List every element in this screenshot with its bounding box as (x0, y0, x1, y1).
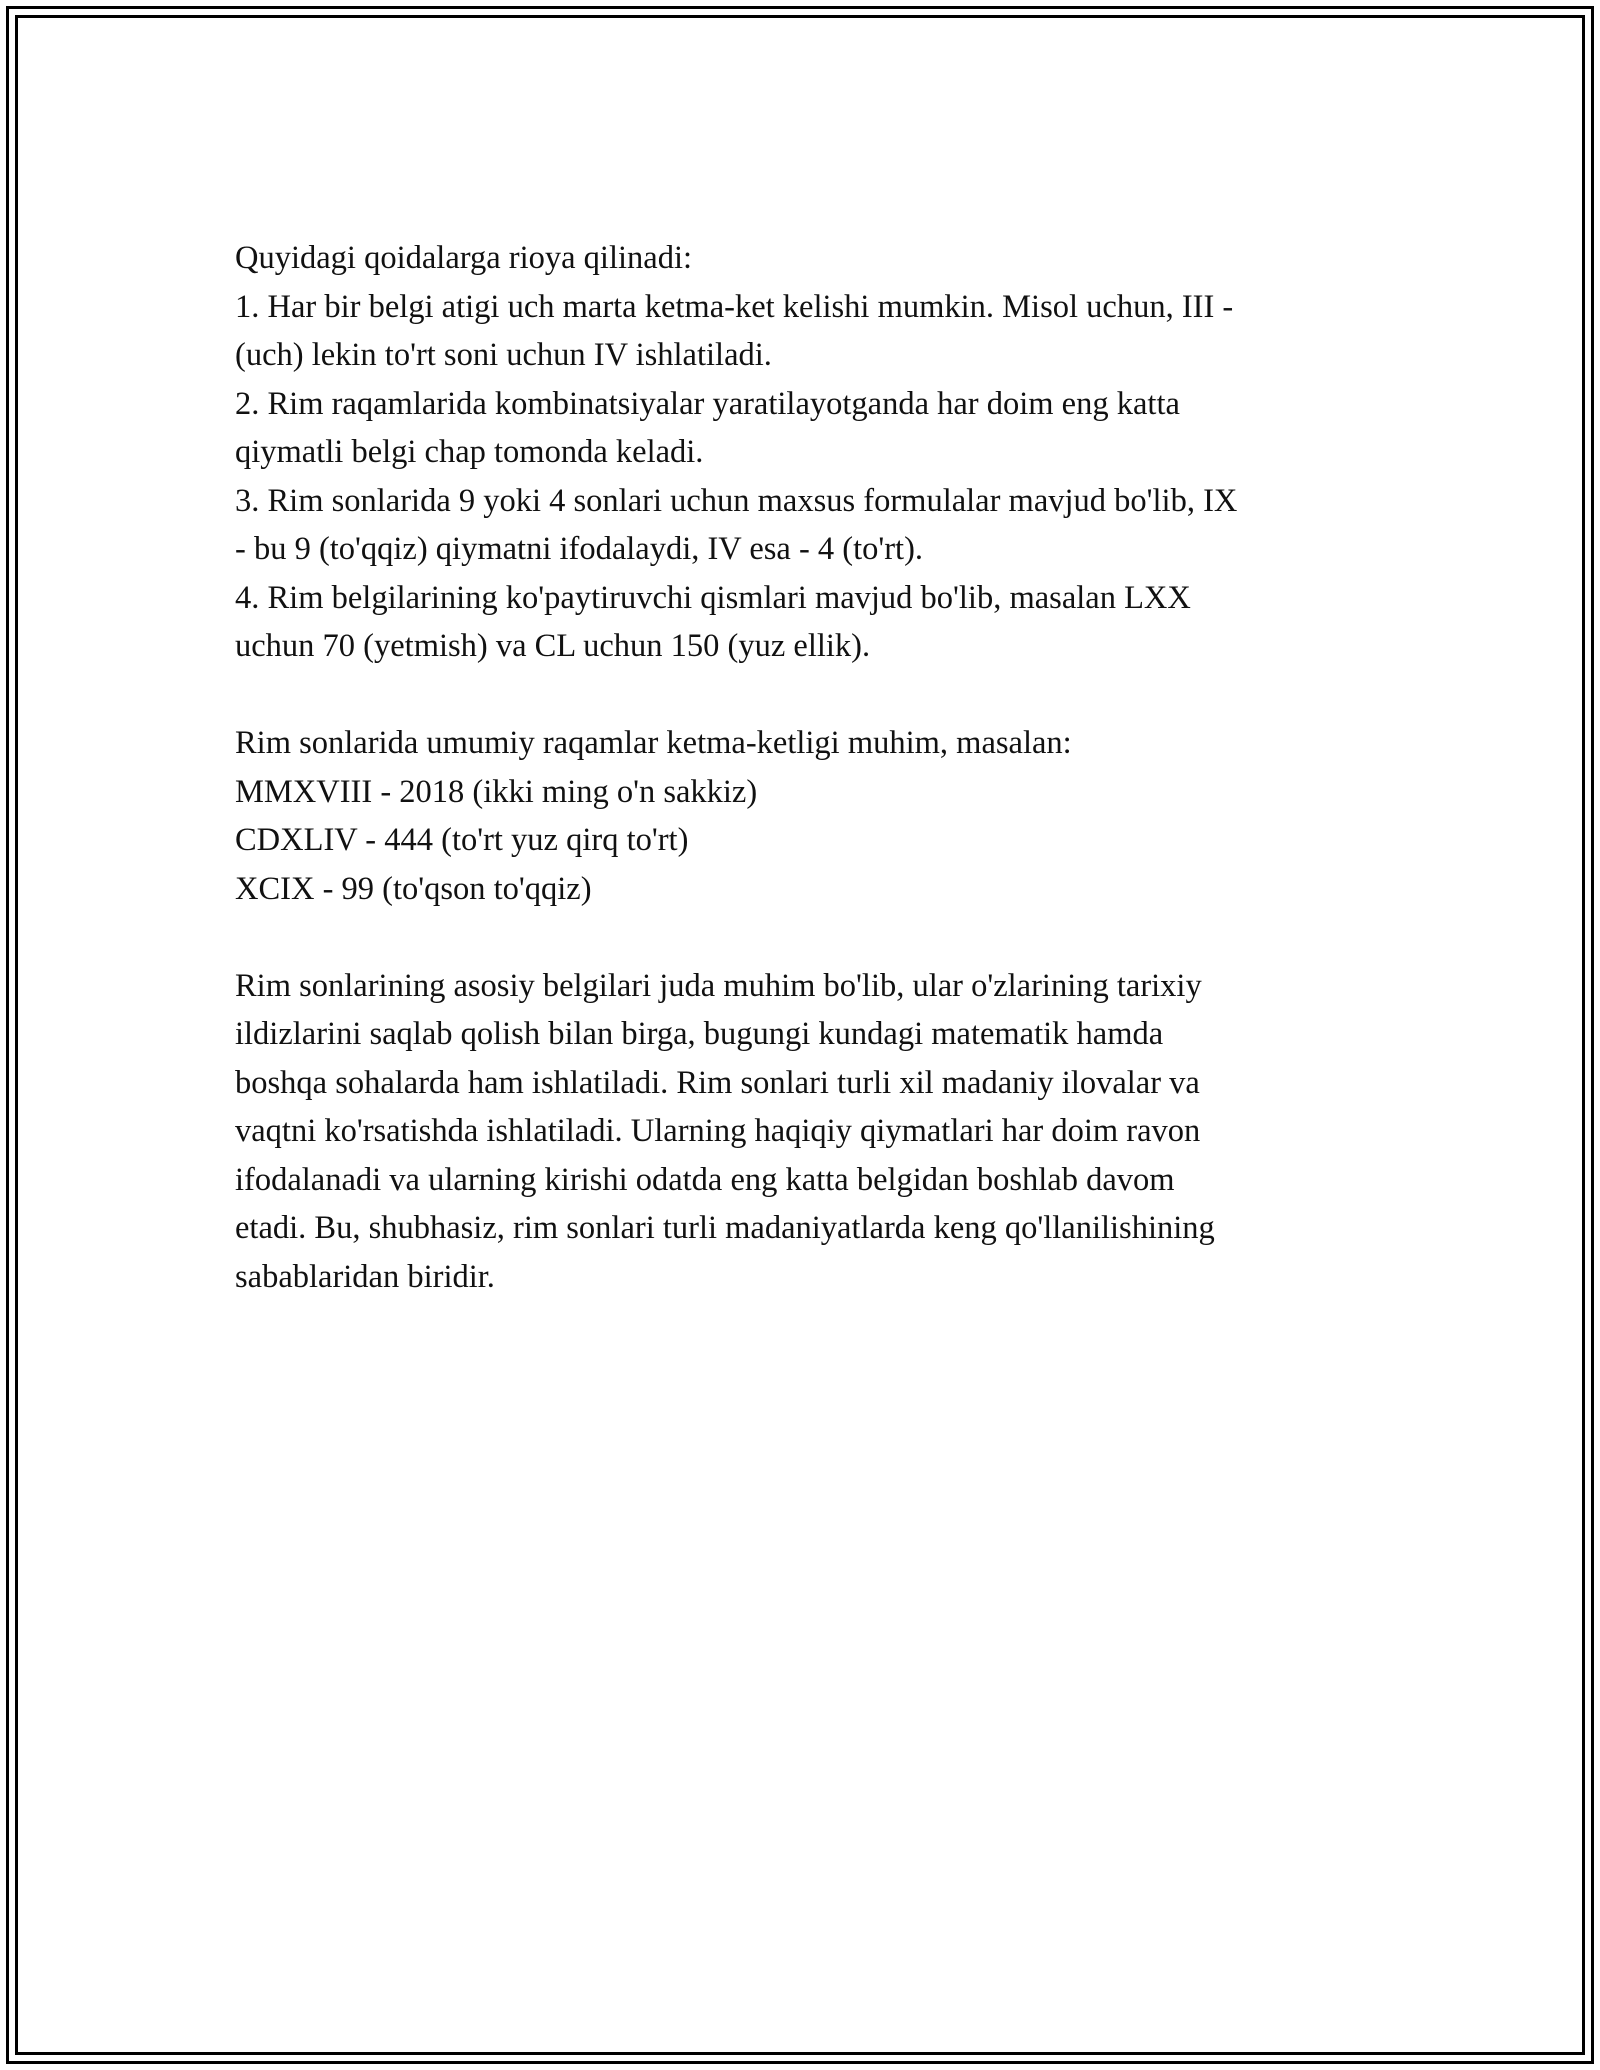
closing-line-2: ildizlarini saqlab qolish bilan birga, bugungi kundagi matematik hamda (235, 1016, 1164, 1052)
rule-2-line-2: qiymatli belgi chap tomonda keladi. (235, 434, 704, 470)
rule-3-line-1: 3. Rim sonlarida 9 yoki 4 sonlari uchun maxsus formulalar mavjud bo'lib, IX (235, 482, 1238, 519)
closing-line-3: boshqa sohalarda ham ishlatiladi. Rim sonlari turli xil madaniy ilovalar va (235, 1064, 1200, 1101)
example-1: MMXVIII - 2018 (ikki ming o'n sakkiz) (235, 773, 758, 810)
example-2: CDXLIV - 444 (to'rt yuz qirq to'rt) (235, 822, 689, 858)
rule-4-line-2: uchun 70 (yetmish) va CL uchun 150 (yuz ellik). (235, 628, 871, 664)
closing-line-7: sabablaridan biridir. (235, 1258, 495, 1295)
document-body (235, 234, 1385, 1301)
closing-line-5: ifodalanadi va ularning kirishi odatda eng katta belgidan boshlab davom (235, 1161, 1175, 1198)
example-3: XCIX - 99 (to'qson to'qqiz) (235, 870, 592, 907)
closing-line-6: etadi. Bu, shubhasiz, rim sonlari turli madaniyatlarda keng qo'llanilishining (235, 1210, 1215, 1246)
closing-line-4: vaqtni ko'rsatishda ishlatiladi. Ularning haqiqiy qiymatlari har doim ravon (235, 1113, 1201, 1149)
paragraph-gap (235, 671, 1385, 720)
rule-1-line-2: (uch) lekin to'rt soni uchun IV ishlatiladi. (235, 337, 772, 373)
rules-heading: Quyidagi qoidalarga rioya qilinadi: (235, 240, 692, 276)
rule-4-line-1: 4. Rim belgilarining ko'paytiruvchi qismlari mavjud bo'lib, masalan LXX (235, 579, 1191, 616)
rule-2-line-1: 2. Rim raqamlarida kombinatsiyalar yaratilayotganda har doim eng katta (235, 385, 1180, 422)
rule-3-line-2: - bu 9 (to'qqiz) qiymatni ifodalaydi, IV esa - 4 (to'rt). (235, 531, 924, 567)
paragraph-gap (235, 913, 1385, 962)
sequence-heading: Rim sonlarida umumiy raqamlar ketma-ketligi muhim, masalan: (235, 725, 1072, 761)
closing-line-1: Rim sonlarining asosiy belgilari juda muhim bo'lib, ular o'zlarining tarixiy (235, 967, 1202, 1004)
rule-1-line-1: 1. Har bir belgi atigi uch marta ketma-ket kelishi mumkin. Misol uchun, III - (235, 288, 1234, 325)
